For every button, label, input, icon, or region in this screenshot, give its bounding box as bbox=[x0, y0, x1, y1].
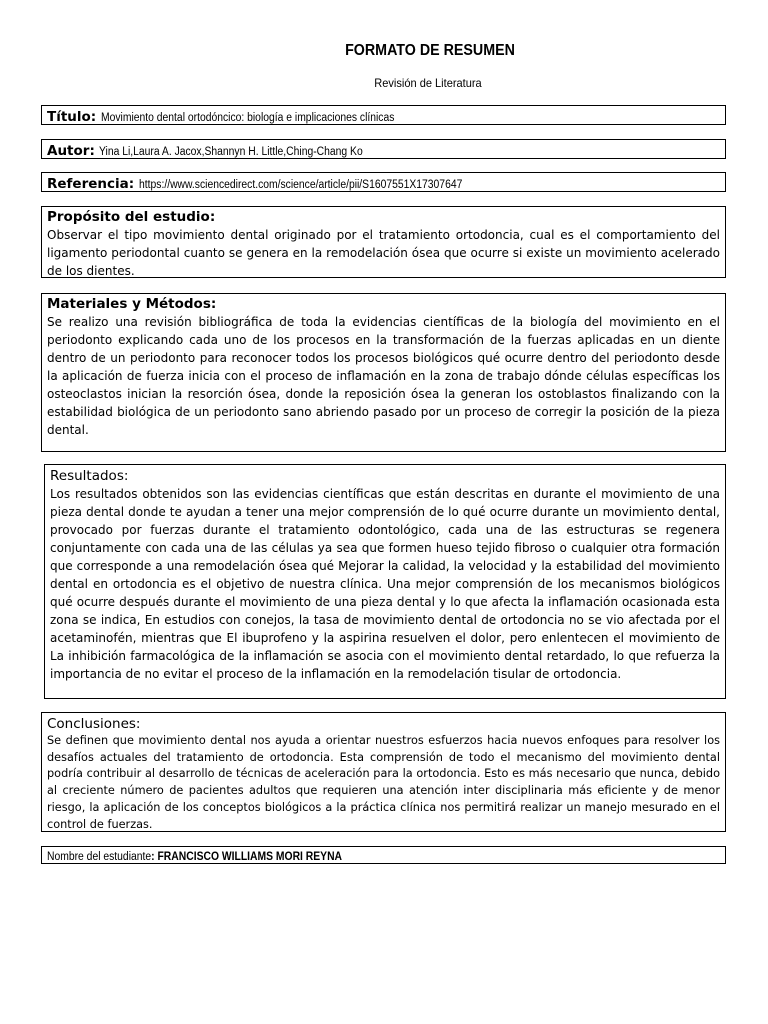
materiales-section bbox=[41, 293, 726, 452]
proposito-section bbox=[41, 206, 726, 278]
document-subtitle: Revisión de Literatura bbox=[374, 76, 482, 90]
materiales-text: Se realizo una revisión bibliográfica de toda la evidencias científicas de la biología del movimiento en el periodonto explicando cada uno de los procesos en la transformación de la fuerzas aplicadas en un diente dentro de un periodonto para reconocer todos los procesos biológicos qué ocurre dentro del periodonto desde la aplicación de fuerza inicia con el proceso de inflamación en la zona de trabajo dónde células específicas los osteoclastos inician la resorción ósea, donde la reposición ósea la generan los ostoblastos finalizando con la estabilidad biológica de un periodonto sano abriendo pasado por un proceso de corregir la posición de la pieza dental. bbox=[47, 315, 720, 437]
proposito-label: Propósito del estudio: bbox=[47, 209, 216, 225]
referencia-value: https://www.sciencedirect.com/science/article/pii/S1607551X17307647 bbox=[138, 179, 462, 191]
titulo-field bbox=[41, 105, 726, 125]
conclusiones-section bbox=[41, 712, 726, 832]
referencia-field bbox=[41, 172, 726, 192]
autor-field bbox=[41, 139, 726, 159]
estudiante-field bbox=[41, 846, 726, 864]
resultados-label: Resultados: bbox=[50, 468, 129, 484]
materiales-label: Materiales y Métodos: bbox=[47, 296, 217, 312]
autor-value: Yina Li,Laura A. Jacox,Shannyn H. Little,Ching-Chang Ko bbox=[99, 146, 364, 158]
conclusiones-text: Se definen que movimiento dental nos ayuda a orientar nuestros esfuerzos hacia nuevos enfoques para resolver los desafíos actuales del tratamiento de ortodoncia. Esta comprensión de todo el mecanismo del movimiento dental podría contribuir al desarrollo de técnicas de aceleración para la ortodoncia. Esto es más necesario que nunca, debido al creciente número de pacientes adultos que requieren una atención inter disciplinaria más eficiente y de menor riesgo, la aplicación de los conceptos biológicos a la práctica clínica nos permitirá realizar un manejo mesurado en el control de fuerzas. bbox=[47, 734, 720, 831]
referencia-label: Referencia: bbox=[47, 176, 135, 192]
estudiante-line bbox=[47, 851, 342, 863]
autor-label: Autor: bbox=[47, 143, 95, 159]
titulo-label: Título: bbox=[47, 109, 97, 125]
conclusiones-label: Conclusiones: bbox=[47, 716, 141, 732]
resultados-text: Los resultados obtenidos son las evidencias científicas que están descritas en durante el movimiento de una pieza dental donde te ayudan a tener una mejor comprensión de lo qué ocurre durante un movimiento dental, provocado por fuerzas durante el tratamiento odontológico, cada una de las estructuras se regenera conjuntamente con cada una de las células ya sea que formen hueso tejido fibroso o cualquier otra formación que corresponde a una remodelación ósea qué Mejorar la calidad, la velocidad y la estabilidad del movimiento dental en ortodoncia es el objetivo de nuestra clínica. Una mejor comprensión de los mecanismos biológicos qué ocurre después durante el movimiento de una pieza dental y lo que afecta la inflamación ocasionada esta zona se indica, En estudios con conejos, la tasa de movimiento dental de ortodoncia no se vio afectada por el acetaminofén, mientras que El ibuprofeno y la aspirina resuelven el dolor, pero enlentecen el movimiento de La inhibición farmacológica de la inflamación se asocia con el movimiento dental retardado, lo que refuerza la importancia de no evitar el proceso de la inflamación en la remodelación tisular de ortodoncia. bbox=[50, 487, 720, 681]
document-title: FORMATO DE RESUMEN bbox=[345, 42, 515, 59]
estudiante-name: : FRANCISCO WILLIAMS MORI REYNA bbox=[151, 851, 343, 863]
titulo-value: Movimiento dental ortodóncico: biología e implicaciones clínicas bbox=[100, 112, 395, 124]
resultados-section bbox=[44, 464, 726, 699]
estudiante-label: Nombre del estudiante bbox=[47, 851, 152, 863]
proposito-text: Observar el tipo movimiento dental originado por el tratamiento ortodoncia, cual es el comportamiento del ligamento periodontal cuanto se genera en la remodelación ósea que ocurre si existe un movimiento acelerado de los dientes. bbox=[47, 228, 720, 278]
